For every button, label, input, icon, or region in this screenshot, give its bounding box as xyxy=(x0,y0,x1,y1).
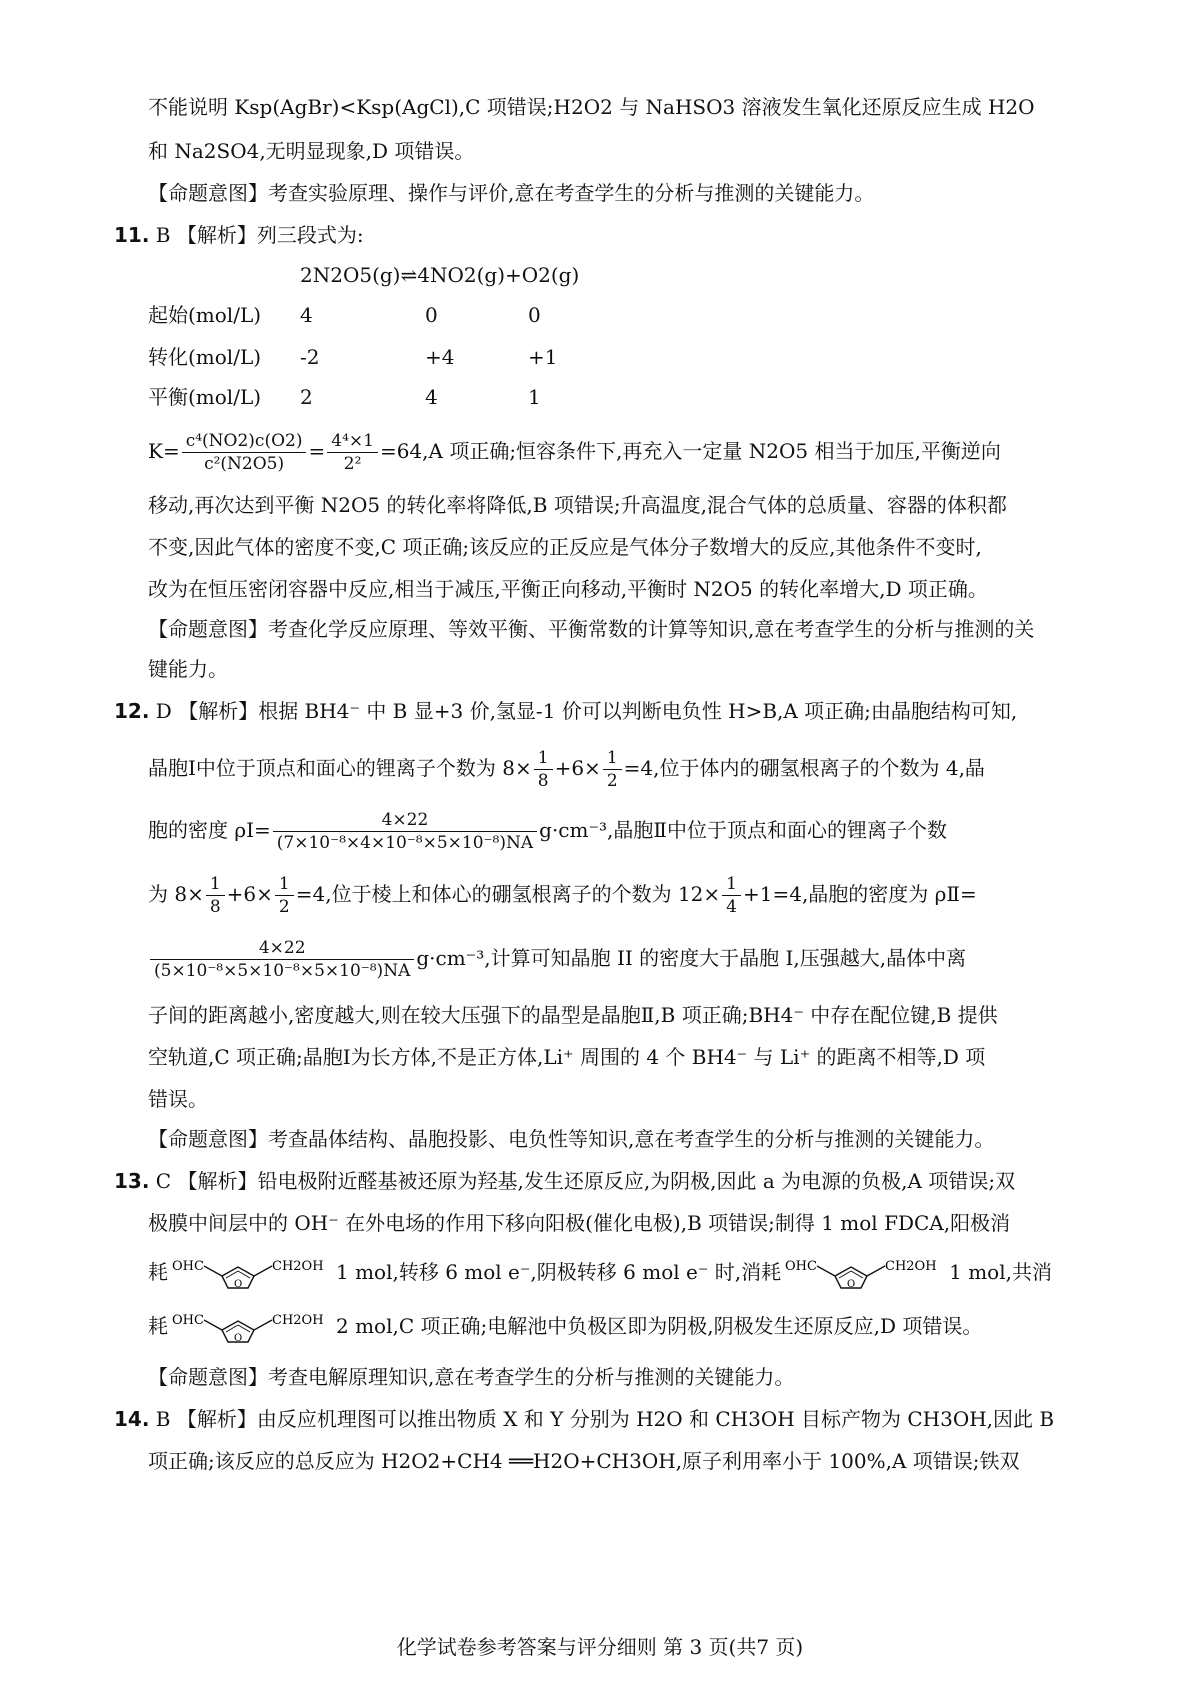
text-segment: g·cm⁻³,计算可知晶胞 II 的密度大于晶胞 I,压强越大,晶体中离 xyxy=(416,946,967,970)
k-prefix: K= xyxy=(148,439,180,463)
numerator: 1 xyxy=(603,747,622,770)
text-line: 项正确;该反应的总反应为 H2O2+CH4 ══H2O+CH3OH,原子利用率小于 100%,A 项错误;铁双 xyxy=(148,1449,1020,1473)
denominator: (5×10⁻⁸×5×10⁻⁸×5×10⁻⁸)NA xyxy=(154,961,411,981)
furan-molecule-icon xyxy=(172,1256,332,1292)
fraction xyxy=(182,430,307,475)
question-14-line xyxy=(114,1404,1055,1434)
table-cell: 2 xyxy=(300,385,313,409)
text-segment: B 【解析】由反应机理图可以推出物质 X 和 Y 分别为 H2O 和 CH3OH 目标产物为 CH3OH,因此 B xyxy=(155,1407,1055,1431)
text-line xyxy=(148,806,1080,854)
numerator: 4×22 xyxy=(150,937,414,960)
question-number: 12. xyxy=(114,699,150,723)
ring-oxygen: O xyxy=(234,1278,243,1290)
question-11-header xyxy=(114,220,1046,250)
fraction xyxy=(722,873,741,918)
text-segment: 耗 xyxy=(148,1314,168,1338)
reaction-equation: 2N2O5(g)⇌4NO2(g)+O2(g) xyxy=(300,263,580,287)
text-line: 不变,因此气体的密度不变,C 项正确;该反应的正反应是气体分子数增大的反应,其他条件不变时, xyxy=(148,535,982,559)
denominator: 2 xyxy=(278,897,290,917)
table-cell: +1 xyxy=(528,345,558,369)
fraction xyxy=(206,873,225,918)
table-cell: 4 xyxy=(425,385,438,409)
numerator: c⁴(NO2)c(O2) xyxy=(182,430,307,453)
text-line: 子间的距离越小,密度越大,则在较大压强下的晶型是晶胞Ⅱ,B 项正确;BH4⁻ 中存在配位键,B 提供 xyxy=(148,1003,998,1027)
text-line xyxy=(148,934,1080,982)
denominator: (7×10⁻⁸×4×10⁻⁸×5×10⁻⁸)NA xyxy=(276,833,534,853)
fraction xyxy=(534,747,553,792)
intent-line: 【命题意图】考查晶体结构、晶胞投影、电负性等知识,意在考查学生的分析与推测的关键能力。 xyxy=(148,1127,995,1151)
table-row-label: 平衡(mol/L) xyxy=(148,385,262,409)
denominator: c²(N2O5) xyxy=(204,454,285,474)
numerator: 4×22 xyxy=(273,809,537,832)
fraction xyxy=(327,430,378,475)
text-line: 改为在恒压密闭容器中反应,相当于减压,平衡正向移动,平衡时 N2O5 的转化率增大,D 项正确。 xyxy=(148,577,988,601)
text-segment: =4,位于棱上和体心的硼氢根离子的个数为 12× xyxy=(295,882,721,906)
text-segment: 2 mol,C 项正确;电解池中负极区即为阴极,阴极发生还原反应,D 项错误。 xyxy=(336,1314,983,1338)
fraction xyxy=(275,873,294,918)
text-segment: C 【解析】铅电极附近醛基被还原为羟基,发生还原反应,为阴极,因此 a 为电源的负极,A 项错误;双 xyxy=(155,1169,1016,1193)
table-cell: 4 xyxy=(300,303,313,327)
intent-line: 键能力。 xyxy=(148,657,228,681)
question-number: 14. xyxy=(114,1407,150,1431)
molecule-right-group: CH2OH xyxy=(272,1258,324,1274)
page-footer: 化学试卷参考答案与评分细则 第 3 页(共7 页) xyxy=(396,1635,804,1659)
intent-line: 【命题意图】考查电解原理知识,意在考查学生的分析与推测的关键能力。 xyxy=(148,1365,795,1389)
text-line: 不能说明 Ksp(AgBr)<Ksp(AgCl),C 项错误;H2O2 与 NaHSO3 溶液发生氧化还原反应生成 H2O xyxy=(148,95,1035,119)
text-line xyxy=(148,870,1080,918)
equilibrium-constant-line xyxy=(148,428,1080,475)
numerator: 4⁴×1 xyxy=(327,430,378,453)
text-segment: +6× xyxy=(554,756,601,780)
text-segment: 为 8× xyxy=(148,882,204,906)
text-segment: 1 mol,转移 6 mol e⁻,阴极转移 6 mol e⁻ 时,消耗 xyxy=(336,1260,782,1284)
molecule-right-group: CH2OH xyxy=(885,1258,937,1274)
text-segment: 胞的密度 ρⅠ= xyxy=(148,818,271,842)
table-cell: +4 xyxy=(425,345,455,369)
text-line xyxy=(148,744,1080,792)
text-segment: =64,A 项正确;恒容条件下,再充入一定量 N2O5 相当于加压,平衡逆向 xyxy=(379,439,1001,463)
text-segment: D 【解析】根据 BH4⁻ 中 B 显+3 价,氢显-1 价可以判断电负性 H>B,A 项正确;由晶胞结构可知, xyxy=(155,699,1018,723)
text-line: 移动,再次达到平衡 N2O5 的转化率将降低,B 项错误;升高温度,混合气体的总质量、容器的体积都 xyxy=(148,493,1007,517)
intent-line: 【命题意图】考查实验原理、操作与评价,意在考查学生的分析与推测的关键能力。 xyxy=(148,181,875,205)
denominator: 8 xyxy=(209,897,221,917)
text-segment: g·cm⁻³,晶胞Ⅱ中位于顶点和面心的锂离子个数 xyxy=(539,818,947,842)
numerator: 1 xyxy=(206,873,225,896)
text-line: 极膜中间层中的 OH⁻ 在外电场的作用下移向阳极(催化电极),B 项错误;制得 1 mol FDCA,阳极消 xyxy=(148,1211,1011,1235)
text-segment: +1=4,晶胞的密度为 ρⅡ= xyxy=(742,882,977,906)
text-segment: +6× xyxy=(226,882,273,906)
denominator: 8 xyxy=(537,771,549,791)
text-segment: 1 mol,共消 xyxy=(949,1260,1052,1284)
text-line: 空轨道,C 项正确;晶胞Ⅰ为长方体,不是正方体,Li⁺ 周围的 4 个 BH4⁻ 与 Li⁺ 的距离不相等,D 项 xyxy=(148,1045,986,1069)
furan-molecule-icon xyxy=(172,1310,332,1346)
answer-head: B 【解析】列三段式为: xyxy=(155,223,364,247)
table-cell: 0 xyxy=(528,303,541,327)
question-13-line xyxy=(114,1166,1046,1196)
ring-oxygen: O xyxy=(847,1278,856,1290)
text-line: 和 Na2SO4,无明显现象,D 项错误。 xyxy=(148,139,475,163)
denominator: 2² xyxy=(343,454,362,474)
table-cell: 0 xyxy=(425,303,438,327)
text-segment: 耗 xyxy=(148,1260,168,1284)
denominator: 2 xyxy=(606,771,618,791)
question-number: 11. xyxy=(114,223,150,247)
fraction xyxy=(273,809,537,854)
molecule-left-group: OHC xyxy=(785,1258,818,1274)
numerator: 1 xyxy=(534,747,553,770)
table-row-label: 起始(mol/L) xyxy=(148,303,262,327)
equals-sign: = xyxy=(308,439,326,463)
table-row-label: 转化(mol/L) xyxy=(148,345,262,369)
text-line xyxy=(148,1252,1080,1292)
table-cell: 1 xyxy=(528,385,541,409)
ring-oxygen: O xyxy=(234,1332,243,1344)
fraction xyxy=(150,937,414,982)
molecule-left-group: OHC xyxy=(172,1312,204,1328)
text-line xyxy=(148,1306,1080,1346)
text-segment: 晶胞Ⅰ中位于顶点和面心的锂离子个数为 8× xyxy=(148,756,532,780)
table-cell: -2 xyxy=(300,345,320,369)
molecule-left-group: OHC xyxy=(172,1258,204,1274)
fraction xyxy=(603,747,622,792)
molecule-right-group: CH2OH xyxy=(272,1312,324,1328)
numerator: 1 xyxy=(275,873,294,896)
intent-line: 【命题意图】考查化学反应原理、等效平衡、平衡常数的计算等知识,意在考查学生的分析与推测的关 xyxy=(148,617,1035,641)
question-12-line xyxy=(114,696,1046,726)
numerator: 1 xyxy=(722,873,741,896)
question-number: 13. xyxy=(114,1169,150,1193)
furan-molecule-icon xyxy=(785,1256,945,1292)
text-line: 错误。 xyxy=(148,1087,208,1111)
denominator: 4 xyxy=(726,897,737,917)
text-segment: =4,位于体内的硼氢根离子的个数为 4,晶 xyxy=(623,756,985,780)
